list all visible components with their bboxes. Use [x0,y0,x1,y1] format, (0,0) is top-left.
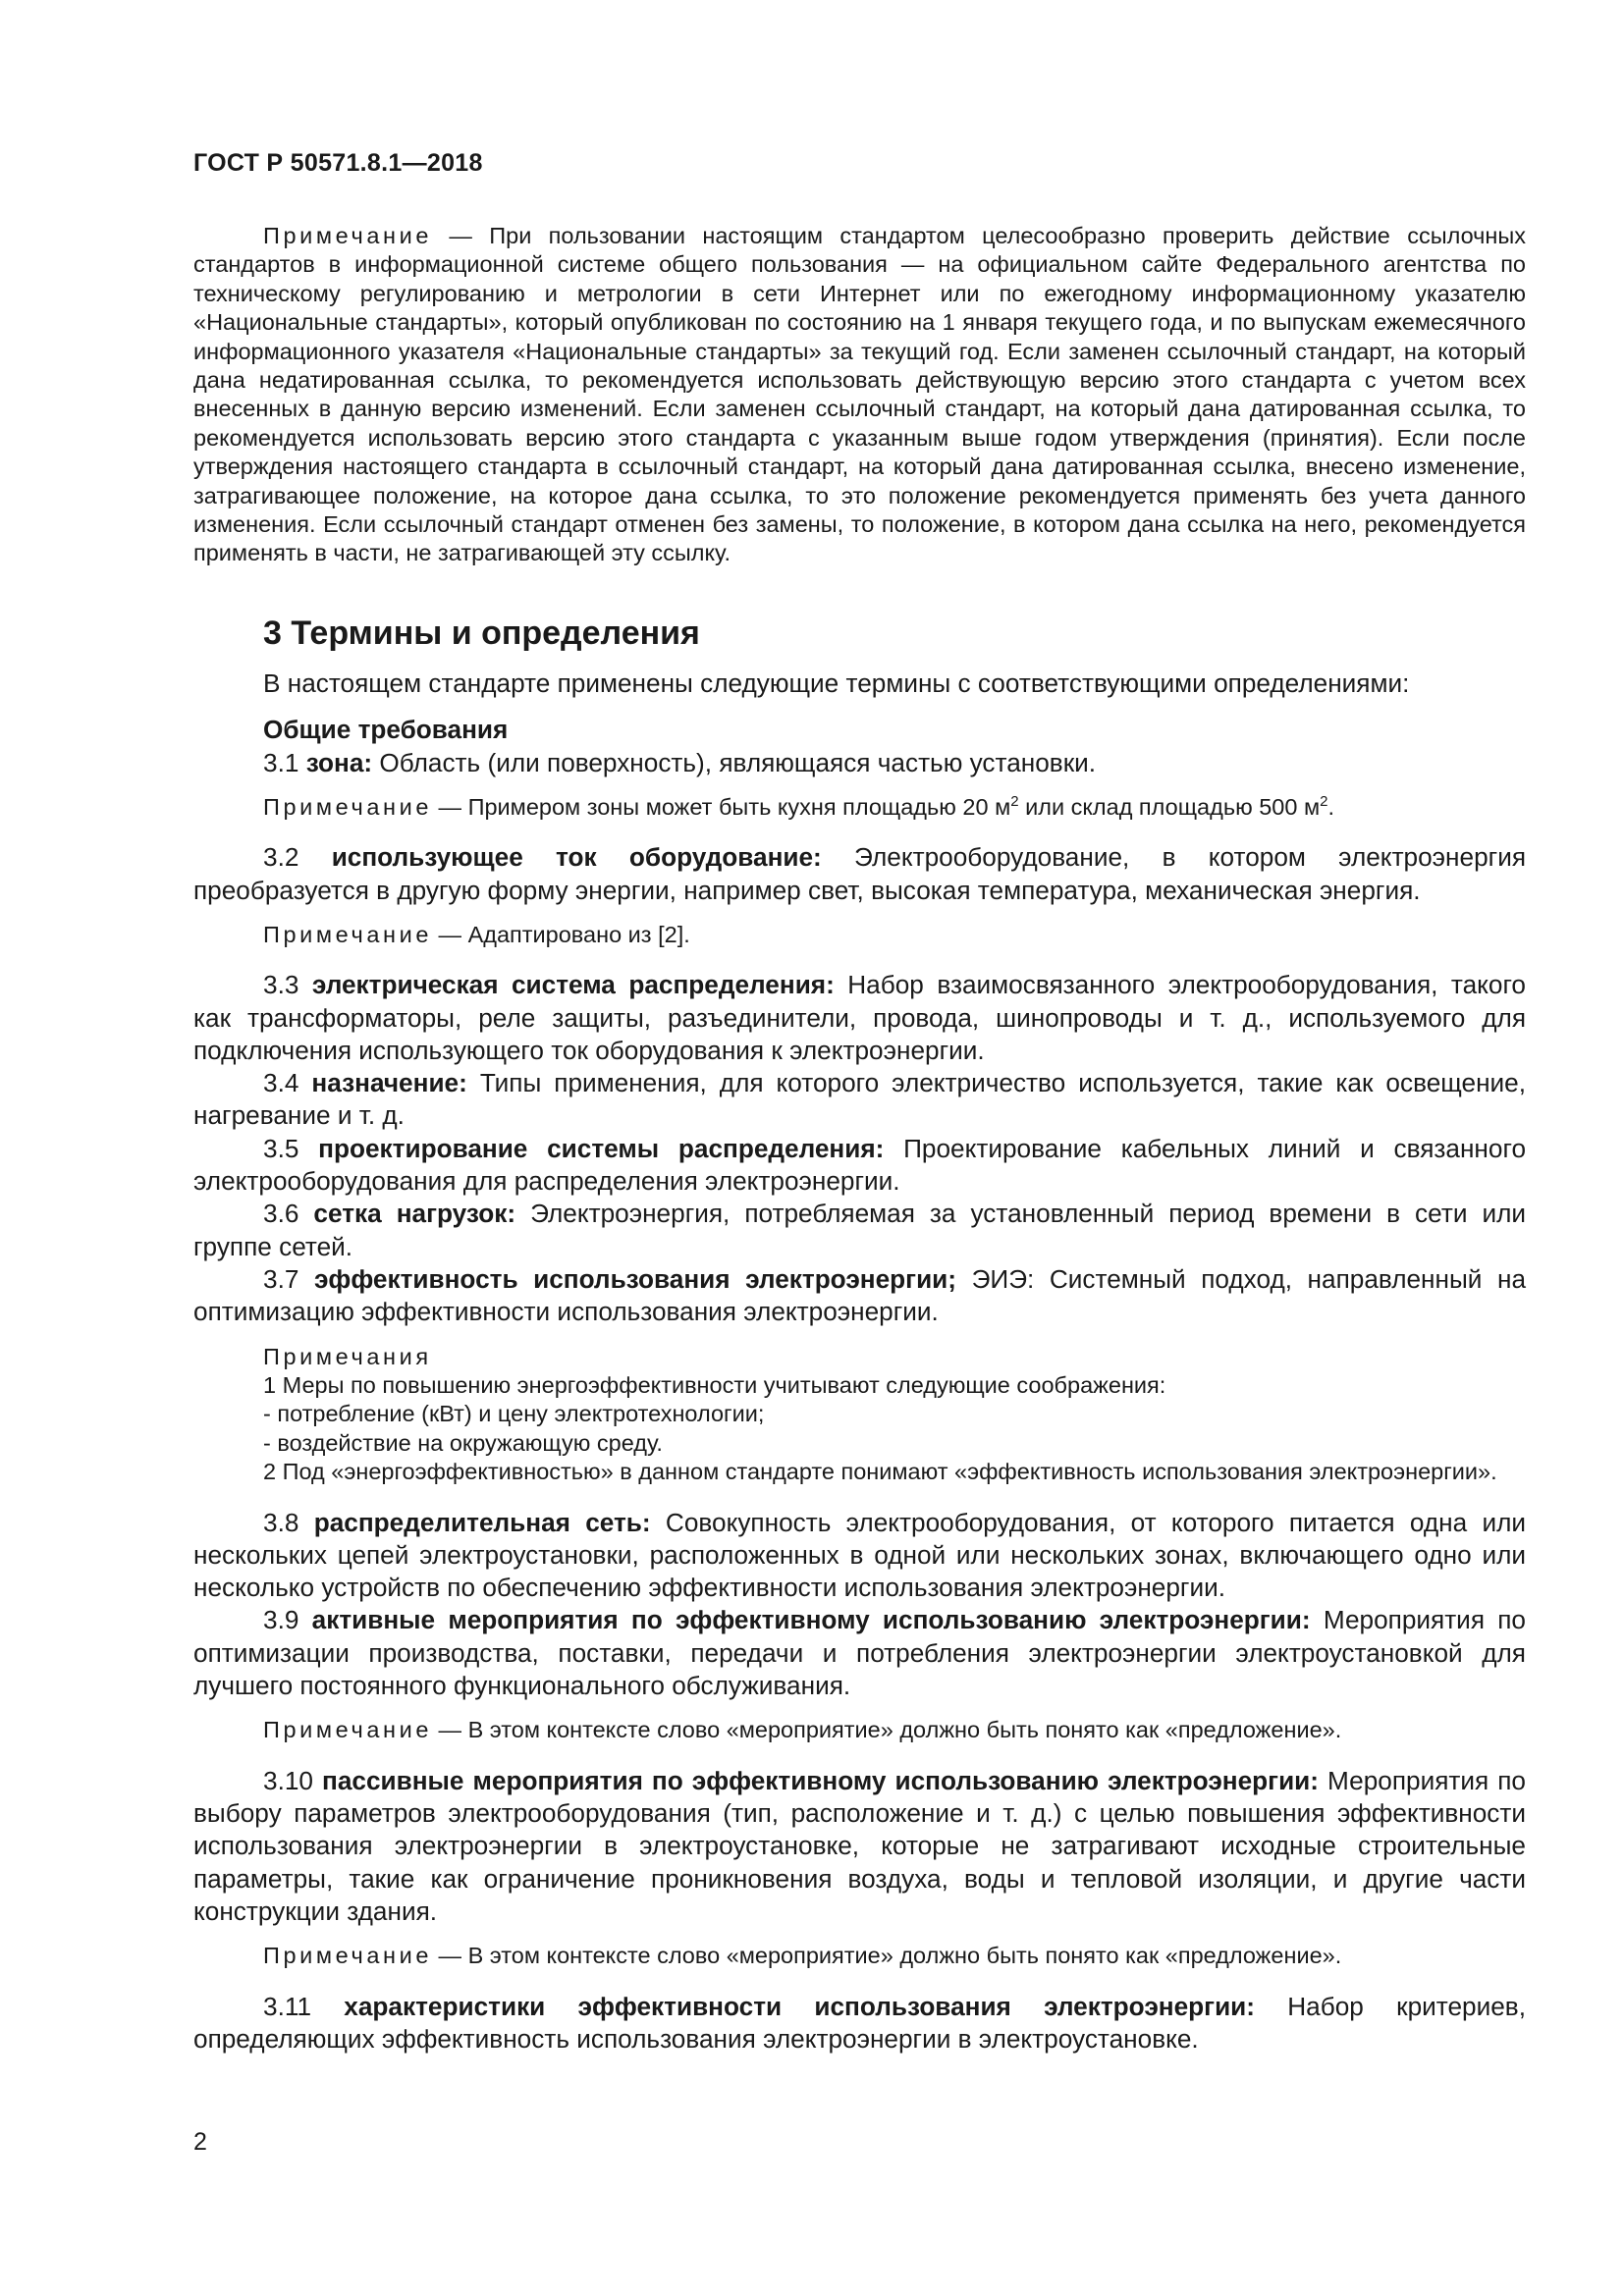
term-3-8: 3.8 распределительная сеть: Совокупность электрооборудования, от которого питается одна или нескольких цепей электроустановки, расположенных в одной или нескольких зонах, включающего одно или несколько устройств по обеспечению эффективности использования электроэнергии. [193,1507,1527,1603]
note-3-1: Примечание — Примером зоны может быть кухня площадью 20 $м^2$ или склад площадью 500 $м^2$. [263,793,1334,820]
term-3-7: 3.7 эффективность использования электроэнергии; ЭИЭ: Системный подход, направленный на оптимизацию эффективности использования электроэнергии. [193,1263,1527,1327]
term-name: пассивные мероприятия по эффективному использованию электроэнергии: [322,1765,1319,1795]
term-3-3: 3.3 электрическая система распределения: Набор взаимосвязанного электрооборудования, такого как трансформаторы, реле защиты, разъединители, провода, шинопроводы и т. д., используемого для подключения использующего ток оборудования к электроэнергии. [193,970,1526,1065]
term-name: использующее ток оборудование: [331,842,822,873]
note-item: - воздействие на окружающую среду. [263,1429,663,1456]
term-name: распределительная сеть: [313,1507,651,1537]
term-3-9: 3.9 активные мероприятия по эффективному использованию электроэнергии: Мероприятия по оптимизации производства, поставки, передачи и потребления электроэнергии электроустановкой для лучшего постоянного функционального обслуживания. [193,1605,1526,1701]
note-3-2: Примечание — Адаптировано из [2]. [263,921,690,947]
document-code: ГОСТ Р 50571.8.1—2018 [193,149,483,177]
note-text: При пользовании настоящим стандартом целесообразно проверить действие ссылочных стандартов в информационной системе общего пользования — на официальном сайте Федерального агентства по техническому регулированию и метрологии в сети Интернет или по ежегодному информационному указателю «Национальные стандарты», который опубликован по состоянию на 1 января текущего года, и по выпускам ежемесячного информационного указателя «Национальные стандарты» за текущий год. Если заменен ссылочный стандарт, на который дана недатированная ссылка, то рекомендуется использовать действующую версию этого стандарта с учетом всех внесенных в данную версию изменений. Если заменен ссылочный стандарт, на который дана датированная ссылка, то рекомендуется использовать версию этого стандарта с указанным выше годом утверждения (принятия). Если после утверждения настоящего стандарта в ссылочный стандарт, на который дана датированная ссылка, внесено изменение, затрагивающее положение, на которое дана ссылка, то это положение рекомендуется применять без учета данного изменения. Если ссылочный стандарт отменен без замены, то положение, в котором дана ссылка на него, рекомендуется применять в части, не затрагивающей эту ссылку. [193,223,1526,566]
notes-3-7 [193,1343,1526,1487]
term-name: сетка нагрузок: [313,1199,516,1229]
term-name: назначение: [311,1068,467,1098]
section-body [193,667,1526,2056]
section-intro: В настоящем стандарте применены следующие термины с соответствующими определениями: [263,668,1410,698]
section-title: 3 Термины и определения [263,614,700,652]
subheading: Общие требования [263,715,509,745]
note-3-9: Примечание — В этом контексте слово «мероприятие» должно быть понято как «предложение». [263,1717,1342,1743]
term-name: эффективность использования электроэнергии; [313,1263,957,1294]
term-3-1: 3.1 зона: Область (или поверхность), являющаяся частью установки. [263,747,1097,777]
term-name: характеристики эффективности использования электроэнергии: [344,1991,1255,2021]
term-3-10: 3.10 пассивные мероприятия по эффективному использованию электроэнергии: Мероприятия по выбору параметров электрооборудования (тип, расположение и т. д.) с целью повышения эффективности использования электроэнергии в электроустановке, которые не затрагивают исходные строительные параметры, такие как ограничение проникновения воздуха, воды и тепловой изоляции, и другие части конструкции здания. [193,1765,1526,1926]
term-3-2: 3.2 использующее ток оборудование: Электрооборудование, в котором электроэнергия преобразуется в другую форму энергии, например свет, высокая температура, механическая энергия. [193,842,1526,905]
note-dash: — [432,223,490,248]
term-3-6: 3.6 сетка нагрузок: Электроэнергия, потребляемая за установленный период времени в сети или группе сетей. [193,1199,1527,1261]
term-name: зона: [305,747,373,777]
note-item: 1 Меры по повышению энергоэффективности учитывают следующие соображения: [263,1371,1166,1398]
note-label: Примечание [263,223,433,248]
notes-label: Примечания [263,1343,432,1369]
note-3-10: Примечание — В этом контексте слово «мероприятие» должно быть понято как «предложение». [263,1943,1342,1969]
term-3-5: 3.5 проектирование системы распределения: Проектирование кабельных линий и связанного электрооборудования для распределения электроэнергии. [193,1133,1527,1197]
note-item: 2 Под «энергоэффективностью» в данном стандарте понимают «эффективность использования электроэнергии». [263,1459,1497,1485]
term-name: электрическая система распределения: [311,970,835,1000]
page-number: 2 [193,2128,207,2156]
term-name: проектирование системы распределения: [318,1133,885,1163]
note-item: - потребление (кВт) и цену электротехнологии; [263,1401,765,1427]
term-3-4: 3.4 назначение: Типы применения, для которого электричество используется, такие как освещение, нагревание и т. д. [193,1068,1526,1131]
term-3-11: 3.11 характеристики эффективности использования электроэнергии: Набор критериев, определяющих эффективность использования электроэнергии в электроустановке. [193,1991,1526,2054]
term-name: активные мероприятия по эффективному использованию электроэнергии: [311,1605,1311,1635]
intro-note [193,222,1526,568]
